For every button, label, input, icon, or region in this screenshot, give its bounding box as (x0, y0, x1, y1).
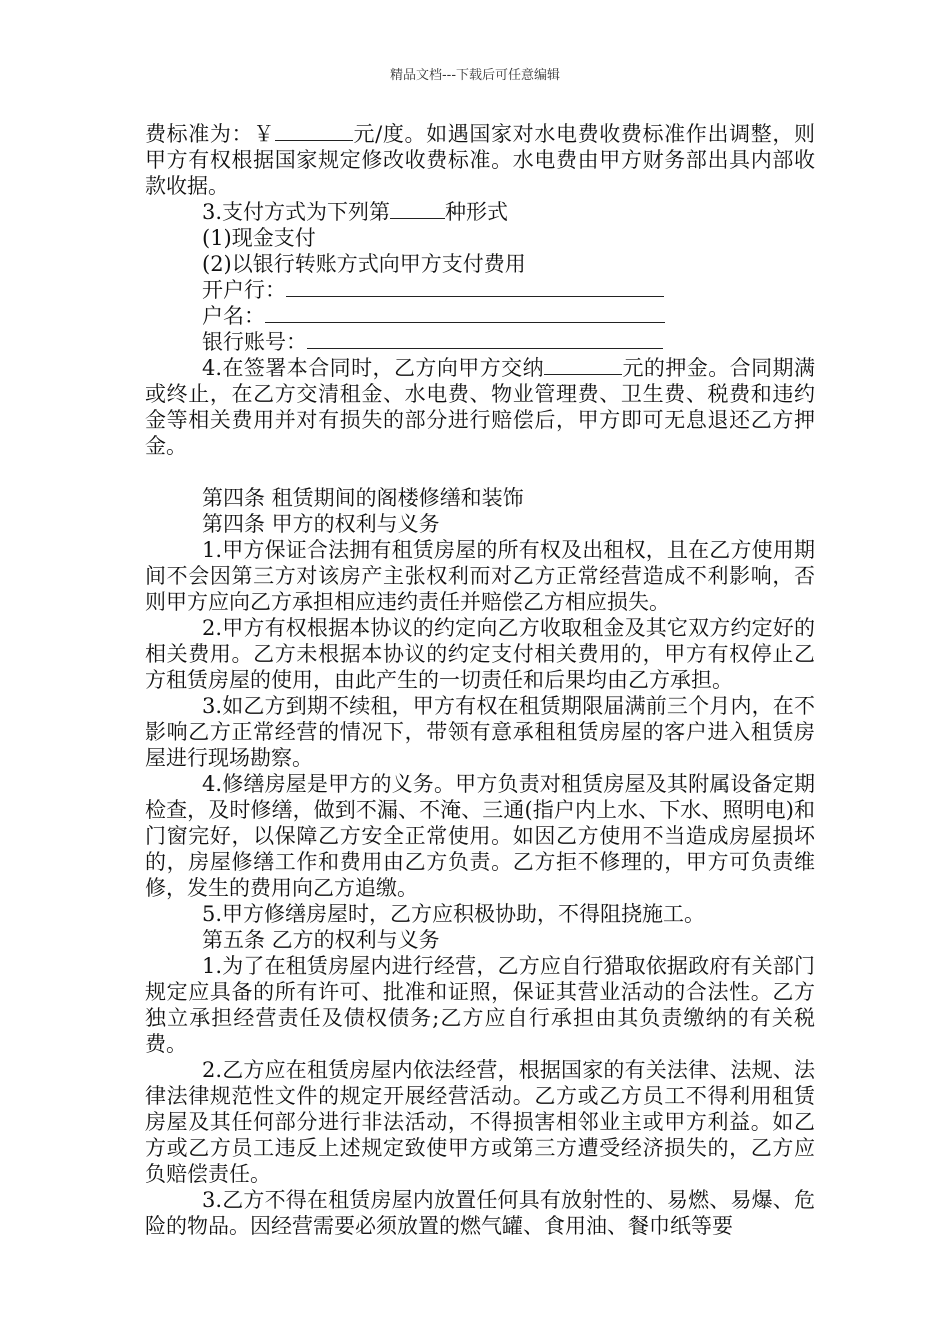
paragraph: 5.甲方修缮房屋时，乙方应积极协助，不得阻挠施工。 (202, 902, 706, 926)
field-label: 银行账号： (202, 330, 307, 354)
section-heading: 第五条 乙方的权利与义务 (202, 928, 440, 952)
paragraph: 4.修缮房屋是甲方的义务。甲方负责对租赁房屋及其附属设备定期检查，及时修缮，做到不漏、不淹、三通(指户内上水、下水、照明电)和门窗完好，以保障乙方安全正常使用。如因乙方使用不当造成房屋损坏的，房屋修缮工作和费用由乙方负责。乙方拒不修理的，甲方可负责维修，发生的费用向乙方追缴。 (145, 772, 815, 900)
text: 4.在签署本合同时，乙方向甲方交纳 (202, 356, 545, 380)
paragraph: 2.乙方应在租赁房屋内依法经营，根据国家的有关法律、法规、法律法律规范性文件的规定开展经营活动。乙方或乙方员工不得利用租赁房屋及其任何部分进行非法活动，不得损害相邻业主或甲方利益。如乙方或乙方员工违反上述规定致使甲方或第三方遭受经济损失的，乙方应负赔偿责任。 (145, 1058, 815, 1186)
spacer (145, 459, 815, 485)
paragraph: 3.乙方不得在租赁房屋内放置任何具有放射性的、易燃、易爆、危险的物品。因经营需要必须放置的燃气罐、食用油、餐巾纸等要 (145, 1188, 815, 1238)
field-label: 开户行： (202, 278, 286, 302)
blank-underline (265, 304, 665, 323)
document-body (145, 121, 815, 1239)
option-bank-transfer: (2)以银行转账方式向甲方支付费用 (202, 252, 526, 276)
text: 元的押金。合同期满或终止，在乙方交清租金、水电费、物业管理费、卫生费、税费和违约金等相关费用并对有损失的部分进行赔偿后，甲方即可无息退还乙方押金。 (145, 356, 815, 458)
paragraph-payment-method (145, 199, 815, 225)
text: 种形式 (445, 200, 509, 224)
section-heading: 第四条 租赁期间的阁楼修缮和装饰 (202, 486, 524, 510)
text: 元/度。如遇国家对水电费收费标准作出调整，则甲方有权根据国家规定修改收费标准。水电费由甲方财务部出具内部收款收据。 (145, 122, 815, 198)
paragraph-utility-fee (145, 121, 815, 199)
field-account-name (145, 303, 815, 329)
blank-underline (390, 200, 445, 219)
field-account-number (145, 329, 815, 355)
text: 费标准为：￥ (145, 122, 275, 146)
paragraph: 1.甲方保证合法拥有租赁房屋的所有权及出租权，且在乙方使用期间不会因第三方对该房产主张权利而对乙方正常经营造成不利影响，否则甲方应向乙方承担相应违约责任并赔偿乙方相应损失。 (145, 538, 815, 614)
paragraph-deposit (145, 355, 815, 459)
field-bank (145, 277, 815, 303)
section-heading: 第四条 甲方的权利与义务 (202, 512, 440, 536)
paragraph: 3.如乙方到期不续租，甲方有权在租赁期限届满前三个月内，在不影响乙方正常经营的情况下，带领有意承租租赁房屋的客户进入租赁房屋进行现场勘察。 (145, 694, 815, 770)
blank-underline (275, 122, 353, 141)
blank-underline (544, 356, 622, 375)
page-header: 精品文档---下载后可任意编辑 (389, 68, 561, 83)
paragraph: 2.甲方有权根据本协议的约定向乙方收取租金及其它双方约定好的相关费用。乙方未根据本协议的约定支付相关费用的，甲方有权停止乙方租赁房屋的使用，由此产生的一切责任和后果均由乙方承担。 (145, 616, 815, 692)
field-label: 户名： (202, 304, 265, 328)
blank-underline (286, 278, 664, 297)
text: 3.支付方式为下列第 (202, 200, 391, 224)
blank-underline (307, 330, 663, 349)
paragraph: 1.为了在租赁房屋内进行经营，乙方应自行猎取依据政府有关部门规定应具备的所有许可、批准和证照，保证其营业活动的合法性。乙方独立承担经营责任及债权债务;乙方应自行承担由其负责缴纳的有关税费。 (145, 954, 815, 1056)
option-cash: (1)现金支付 (202, 226, 316, 250)
